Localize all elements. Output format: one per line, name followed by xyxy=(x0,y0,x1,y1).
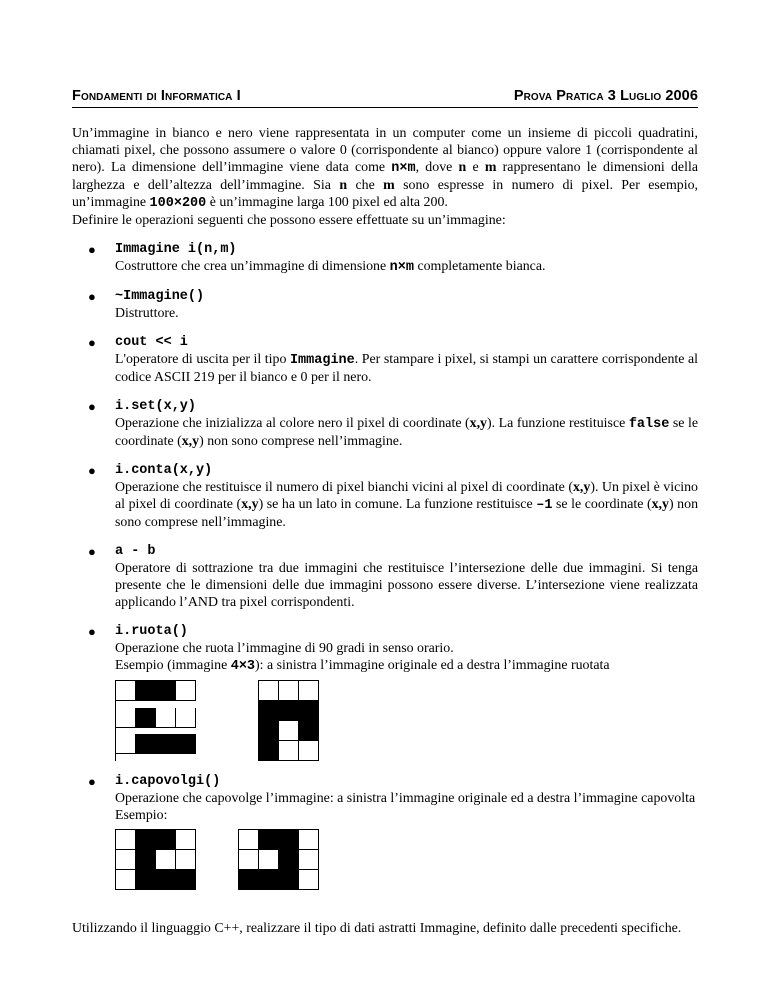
rotation-example xyxy=(115,680,698,761)
original-image-grid xyxy=(115,680,196,761)
pixel-black xyxy=(156,830,176,850)
operation-description: Costruttore che crea un’immagine di dimensione n×m completamente bianca. xyxy=(115,259,546,275)
pixel-white xyxy=(299,741,319,761)
pixel-black xyxy=(299,701,319,721)
pixel-white xyxy=(116,830,136,850)
bullet-icon: ● xyxy=(88,242,96,257)
operation-signature: a - b xyxy=(115,544,156,559)
pixel-white xyxy=(176,681,196,701)
pixel-white xyxy=(279,741,299,761)
pixel-white xyxy=(299,681,319,701)
pixel-black xyxy=(136,681,156,701)
pixel-black xyxy=(136,850,156,870)
pixel-white xyxy=(176,850,196,870)
list-item xyxy=(72,334,698,386)
course-title: Fondamenti di Informatica I xyxy=(72,88,241,104)
list-item xyxy=(72,773,698,890)
operation-description: Operazione che ruota l’immagine di 90 gradi in senso orario. xyxy=(115,641,454,656)
exam-title: Prova Pratica 3 Luglio 2006 xyxy=(513,88,698,104)
operation-signature: i.conta(x,y) xyxy=(115,463,213,478)
task-paragraph: Utilizzando il linguaggio C++, realizzare il tipo di dati astratti Immagine, definito dalle precedenti specifiche. xyxy=(72,921,682,936)
operation-signature: Immagine i(n,m) xyxy=(115,242,237,257)
example-caption: Esempio (immagine 4×3): a sinistra l’immagine originale ed a destra l’immagine ruotata xyxy=(115,658,610,674)
operation-description: Operazione che capovolge l’immagine: a sinistra l’immagine originale ed a destra l’immagine capovolta xyxy=(115,791,696,806)
rotated-image-grid xyxy=(258,680,319,761)
operation-signature: ~Immagine() xyxy=(115,289,205,304)
pixel-white xyxy=(239,830,259,850)
operation-signature: i.set(x,y) xyxy=(115,399,197,414)
pixel-black xyxy=(259,870,279,890)
pixel-white xyxy=(116,870,136,890)
example-caption: Esempio: xyxy=(115,808,168,823)
bullet-icon: ● xyxy=(88,463,96,478)
pixel-black xyxy=(259,830,279,850)
pixel-white xyxy=(156,850,176,870)
list-item xyxy=(72,398,698,450)
pixel-white xyxy=(176,708,196,728)
pixel-black xyxy=(279,850,299,870)
bullet-icon: ● xyxy=(88,774,96,789)
list-item xyxy=(72,623,698,761)
pixel-black xyxy=(156,681,176,701)
pixel-white xyxy=(176,830,196,850)
pixel-white xyxy=(299,850,319,870)
pixel-black xyxy=(136,708,156,728)
flipped-image-grid xyxy=(238,829,319,890)
operations-list xyxy=(72,241,698,890)
bullet-icon: ● xyxy=(88,335,96,350)
pixel-black xyxy=(239,870,259,890)
operation-description: Operazione che inizializza al colore nero il pixel di coordinate (x,y). La funzione restituisce false se le coordinate (x,y) non sono comprese nell’immagine. xyxy=(115,416,698,449)
bullet-icon: ● xyxy=(88,544,96,559)
pixel-white xyxy=(239,850,259,870)
pixel-white xyxy=(116,708,136,728)
pixel-white xyxy=(116,850,136,870)
pixel-black xyxy=(136,734,156,754)
pixel-white xyxy=(279,681,299,701)
operation-description: Operatore di sottrazione tra due immagini che restituisce l’intersezione delle due immagini. Si tenga presente che le dimensioni delle due immagini possono essere diverse. L’intersezione viene realizzata applicando l’AND tra pixel corrispondenti. xyxy=(115,561,698,610)
intro-paragraph: Un’immagine in bianco e nero viene rappresentata in un computer come un insieme di piccoli quadratini, chiamati pixel, che possono assumere o valore 0 (corrispondente al bianco) oppure valore 1 (corrispondente al nero). La dimensione dell’immagine viene data come n×m, dove n e m rappresentano le dimensioni della larghezza e dell’altezza dell’immagine. Sia n che m sono espresse in numero di pixel. Per esempio, un’immagine 100×200 è un’immagine larga 100 pixel ed alta 200. Definire le operazioni seguenti che possono essere effettuate su un’immagine: xyxy=(72,126,698,228)
bullet-icon: ● xyxy=(88,624,96,639)
list-item xyxy=(72,241,698,276)
original-image-grid xyxy=(115,829,196,890)
pixel-black xyxy=(259,701,279,721)
pixel-white xyxy=(259,681,279,701)
bullet-icon: ● xyxy=(88,399,96,414)
pixel-black xyxy=(156,734,176,754)
pixel-black xyxy=(259,741,279,761)
bullet-icon: ● xyxy=(88,289,96,304)
pixel-black xyxy=(156,870,176,890)
pixel-black xyxy=(279,870,299,890)
pixel-black xyxy=(299,721,319,741)
list-item xyxy=(72,288,698,322)
flip-example xyxy=(115,829,698,890)
pixel-white xyxy=(116,734,136,754)
list-item xyxy=(72,462,698,531)
pixel-black xyxy=(279,701,299,721)
pixel-white xyxy=(259,850,279,870)
pixel-black xyxy=(176,734,196,754)
operation-signature: cout << i xyxy=(115,335,188,350)
pixel-white xyxy=(279,721,299,741)
operation-signature: i.ruota() xyxy=(115,624,188,639)
pixel-black xyxy=(176,870,196,890)
pixel-white xyxy=(299,830,319,850)
pixel-white xyxy=(299,870,319,890)
pixel-black xyxy=(279,830,299,850)
pixel-black xyxy=(259,721,279,741)
pixel-white xyxy=(156,708,176,728)
operation-signature: i.capovolgi() xyxy=(115,774,221,789)
document-header xyxy=(72,88,698,108)
pixel-black xyxy=(136,830,156,850)
pixel-black xyxy=(136,870,156,890)
pixel-white xyxy=(116,681,136,701)
operation-description: L'operatore di uscita per il tipo Immagine. Per stampare i pixel, si stampi un carattere corrispondente al codice ASCII 219 per il bianco e 0 per il nero. xyxy=(115,352,698,385)
document-page xyxy=(72,88,698,937)
list-item xyxy=(72,543,698,611)
operation-description: Operazione che restituisce il numero di pixel bianchi vicini al pixel di coordinate (x,y). Un pixel è vicino al pixel di coordinate (x,y) se ha un lato in comune. La funzione restituisce –1 se le coordinate (x,y) non sono comprese nell’immagine. xyxy=(115,480,699,530)
operation-description: Distruttore. xyxy=(115,306,179,321)
